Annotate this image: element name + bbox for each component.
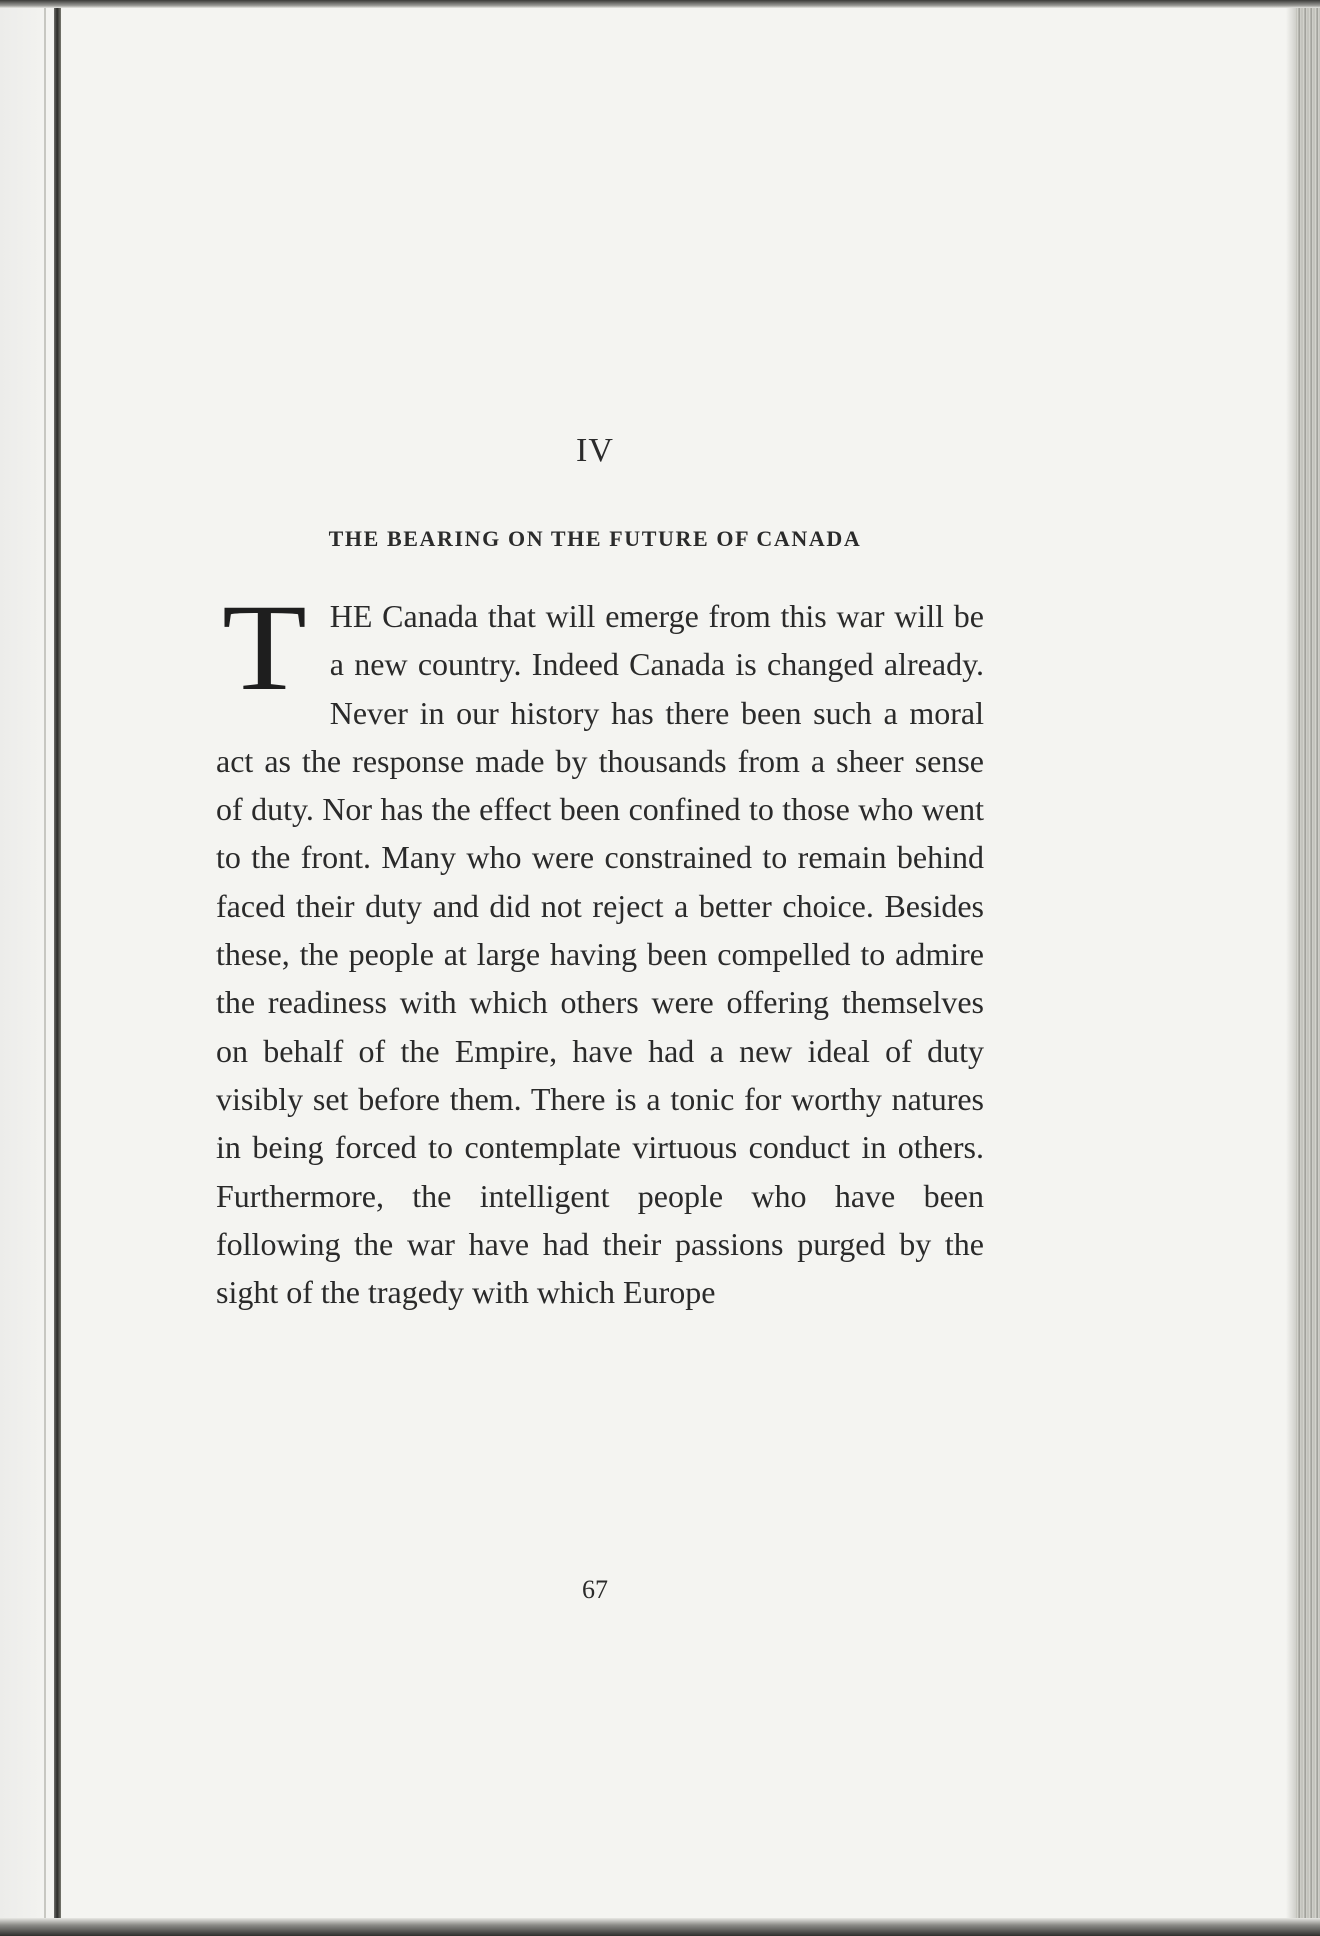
page-stack-edges — [1296, 0, 1320, 1936]
body-text: HE Canada that will emerge from this war will be a new country. Indeed Canada is changed already. Never in our history has there been such a moral act as the response made by thousands from a sheer sense of duty. Nor has the effect been confined to those who went to the front. Many who were constrained to remain behind faced their duty and did not reject a better choice. Besides these, the people at large having been compelled to admire the readiness with which others were offering themselves on behalf of the Empire, have had a new ideal of duty visibly set before them. There is a tonic for worthy natures in being forced to contemplate virtuous conduct in others. Furthermore, the intelligent people who have been following the war have had their passions purged by the sight of the tragedy with which Europe — [216, 598, 984, 1311]
drop-cap: T — [222, 579, 307, 716]
page-number: 67 — [582, 1575, 608, 1604]
chapter-title: THE BEARING ON THE FUTURE OF CANADA — [328, 526, 862, 551]
scan-top-border — [0, 0, 1320, 8]
scan-bottom-border — [0, 1918, 1320, 1936]
page-curl-shadow — [1286, 0, 1296, 1936]
body-paragraph — [216, 579, 984, 1316]
book-gutter — [54, 0, 61, 1936]
chapter-number: IV — [576, 432, 614, 469]
binding-shadow — [44, 0, 46, 1936]
page-left-margin — [0, 0, 40, 1936]
